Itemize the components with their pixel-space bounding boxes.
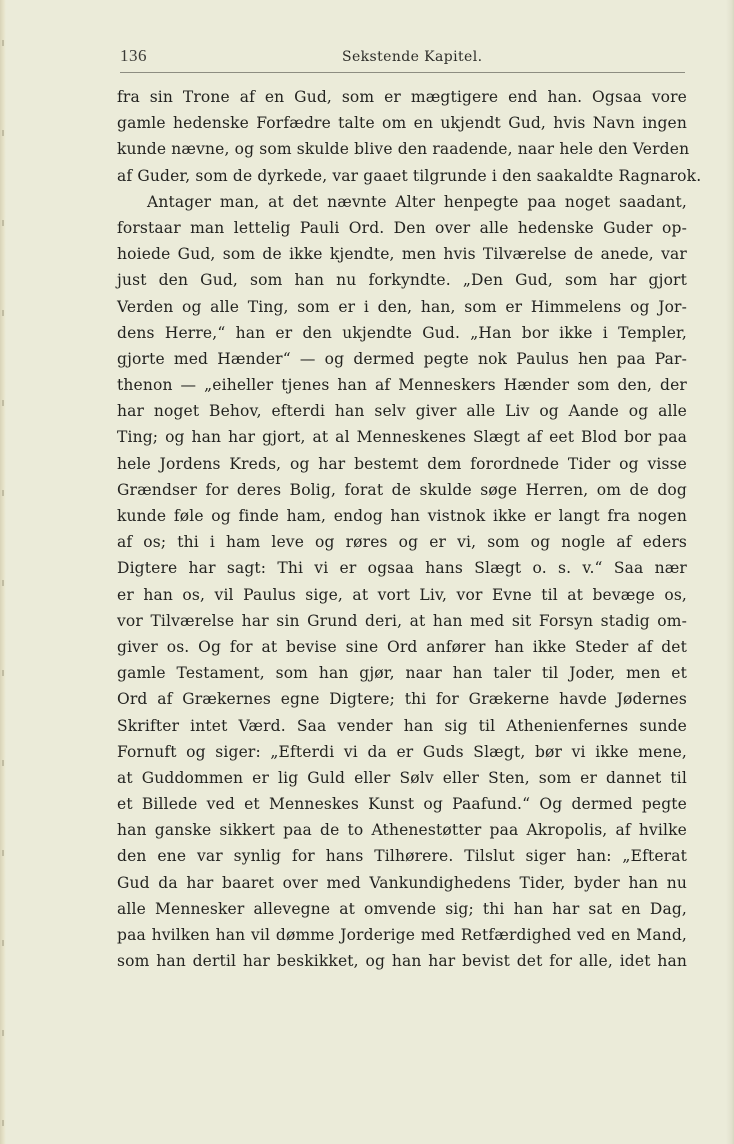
text-line: den ene var synlig for hans Tilhørere. Tilslut siger han: „Efterat (117, 847, 687, 866)
text-line: som han dertil har beskikket, og han har bevist det for alle, idet han (117, 952, 687, 971)
text-line: hoiede Gud, som de ikke kjendte, men hvis Tilværelse de anede, var (117, 245, 687, 264)
text-line: forstaar man lettelig Pauli Ord. Den over alle hedenske Guder op- (117, 218, 687, 237)
text-line: et Billede ved et Menneskes Kunst og Paafund.“ Og dermed pegte (117, 795, 687, 814)
text-line: har noget Behov, efterdi han selv giver alle Liv og Aande og alle (117, 402, 687, 421)
text-line: han ganske sikkert paa de to Athenestøtter paa Akropolis, af hvilke (117, 821, 687, 840)
text-line: giver os. Og for at bevise sine Ord anfører han ikke Steder af det (117, 637, 687, 656)
text-line: at Guddommen er lig Guld eller Sølv eller Sten, som er dannet til (117, 768, 687, 787)
text-line: gjorte med Hænder“ — og dermed pegte nok Paulus hen paa Par- (117, 349, 687, 368)
text-line-paragraph-start: Antager man, at det nævnte Alter henpegte paa noget saadant, (147, 192, 687, 211)
text-line: Grændser for deres Bolig, forat de skulde søge Herren, om de dog (117, 480, 687, 499)
text-line: thenon — „eiheller tjenes han af Menneskers Hænder som den, der (117, 376, 687, 395)
text-line: fra sin Trone af en Gud, som er mægtigere end han. Ogsaa vore (117, 88, 687, 106)
page-number: 136 (120, 46, 147, 65)
header-rule (120, 72, 685, 73)
text-line: Ting; og han har gjort, at al Menneskenes Slægt af eet Blod bor paa (117, 428, 687, 447)
text-line: alle Mennesker allevegne at omvende sig; thi han har sat en Dag, (117, 899, 687, 918)
text-line: Gud da har baaret over med Vankundighedens Tider, byder han nu (117, 873, 687, 892)
body-text (117, 84, 702, 974)
text-line: gamle Testament, som han gjør, naar han taler til Joder, men et (117, 664, 687, 683)
text-line-paragraph-end: af Guder, som de dyrkede, var gaaet tilgrunde i den saakaldte Ragnarok. (117, 166, 702, 185)
text-line: Fornuft og siger: „Efterdi vi da er Guds Slægt, bør vi ikke mene, (117, 742, 687, 761)
binding-marks (2, 0, 4, 1144)
text-line: Digtere har sagt: Thi vi er ogsaa hans Slægt o. s. v.“ Saa nær (117, 559, 687, 578)
text-line: just den Gud, som han nu forkyndte. „Den Gud, som har gjort (117, 271, 687, 290)
text-line: kunde nævne, og som skulde blive den raadende, naar hele den Verden (117, 140, 690, 159)
page-edge (726, 0, 734, 1144)
text-line: hele Jordens Kreds, og har bestemt dem forordnede Tider og visse (117, 454, 687, 473)
text-line: Ord af Grækernes egne Digtere; thi for Grækerne havde Jødernes (117, 690, 687, 709)
text-line: af os; thi i ham leve og røres og er vi, som og nogle af eders (117, 533, 687, 552)
text-line: dens Herre,“ han er den ukjendte Gud. „Han bor ikke i Templer, (117, 323, 687, 342)
text-line: er han os, vil Paulus sige, at vort Liv, vor Evne til at bevæge os, (117, 585, 687, 604)
text-line: Verden og alle Ting, som er i den, han, som er Himmelens og Jor- (117, 297, 687, 316)
text-line: gamle hedenske Forfædre talte om en ukjendt Gud, hvis Navn ingen (117, 114, 687, 133)
text-line: paa hvilken han vil dømme Jorderige med Retfærdighed ved en Mand, (117, 926, 687, 944)
page-header (112, 42, 684, 68)
text-line: Skrifter intet Værd. Saa vender han sig til Athenienfernes sunde (117, 716, 687, 735)
running-head-chapter-title: Sekstende Kapitel. (342, 49, 483, 65)
text-line: kunde føle og finde ham, endog han vistnok ikke er langt fra nogen (117, 507, 687, 525)
text-line: vor Tilværelse har sin Grund deri, at han med sit Forsyn stadig om- (117, 611, 687, 630)
